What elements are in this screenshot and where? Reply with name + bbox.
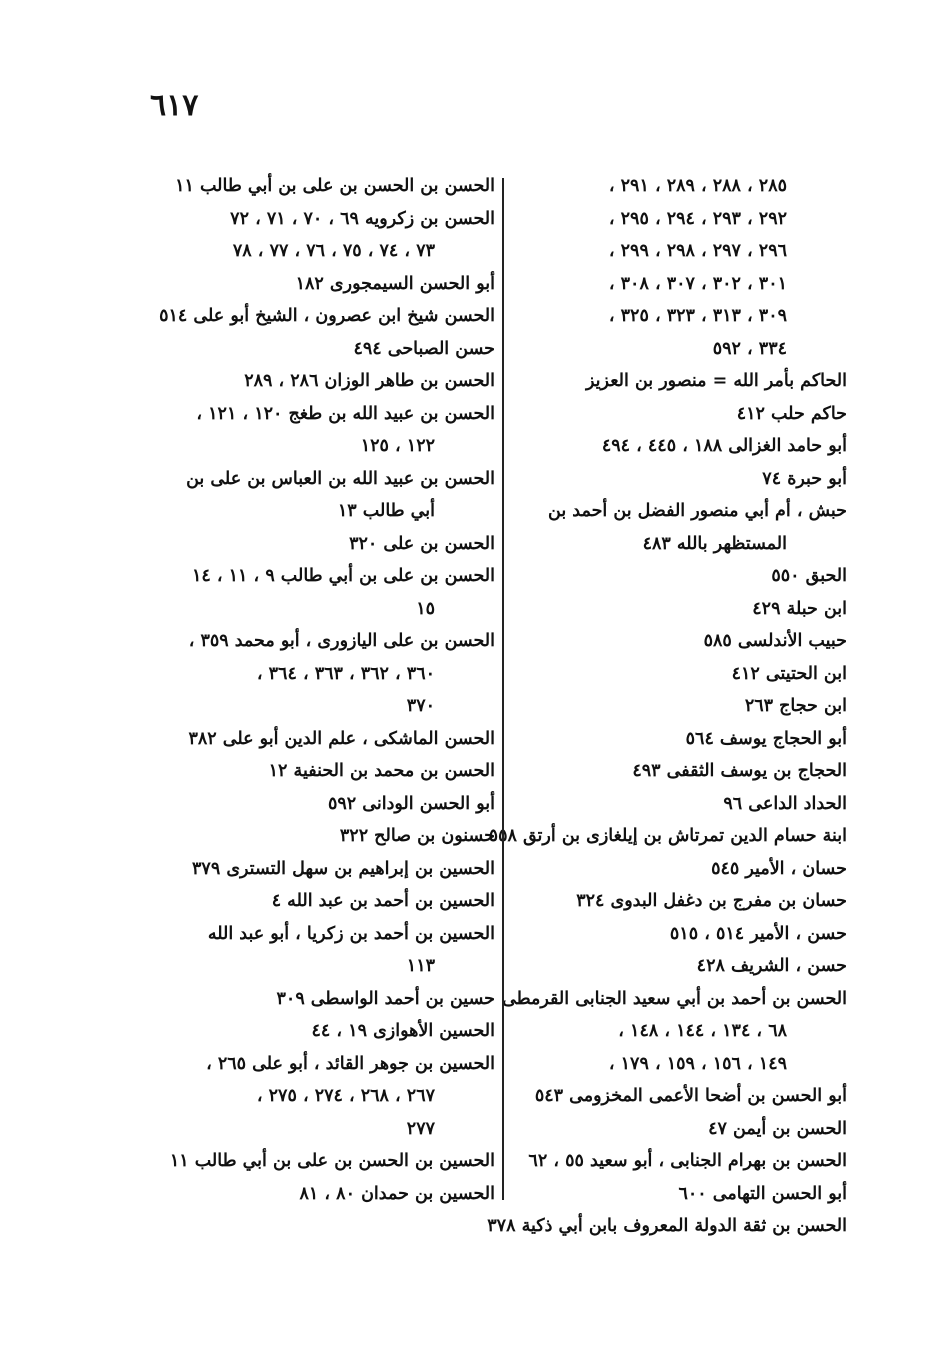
index-entry: حسن ، الأمير ٥١٤ ، ٥١٥: [669, 923, 847, 944]
index-entry: ١٤٩ ، ١٥٦ ، ١٥٩ ، ١٧٩ ،: [608, 1053, 787, 1074]
index-entry: حسنون بن صالح ٣٢٢: [339, 826, 495, 846]
index-entry: أبو الحسن الودانى ٥٩٢: [327, 793, 495, 814]
index-entry: ابن الحتيتى ٤١٢: [731, 663, 847, 684]
index-entry: أبي طالب ١٣: [337, 501, 435, 521]
index-entry: الحسن بن بهرام الجنابى ، أبو سعيد ٥٥ ، ٦٢: [528, 1151, 847, 1171]
index-entry: حاكم حلب ٤١٢: [736, 403, 847, 424]
index-entry: الحسين بن حمدان ٨٠ ، ٨١: [299, 1183, 495, 1204]
index-entry: حسن الصباحى ٤٩٤: [353, 338, 495, 359]
index-entry: الحجاج بن يوسف الثقفى ٤٩٣: [632, 761, 847, 781]
index-entry: الحسن بن الحسن بن على بن أبي طالب ١١: [175, 176, 495, 196]
index-entry: الحداد الداعى ٩٦: [723, 793, 847, 814]
index-column-left: [150, 170, 495, 1210]
index-entry: الحسن بن أحمد بن أبي سعيد الجنابى القرمطى: [502, 988, 847, 1009]
index-entry: الحاكم بأمر الله = منصور بن العزيز: [586, 371, 847, 391]
index-entry: الحسن بن على ٣٢٠: [349, 533, 495, 554]
index-entry: الحسن بن زكرويه ٦٩ ، ٧٠ ، ٧١ ، ٧٢: [230, 208, 495, 229]
index-entry: الحسن بن عبيد الله بن طغج ١٢٠ ، ١٢١ ،: [196, 403, 495, 424]
index-entry: الحسين الأهوازى ١٩ ، ٤٤: [311, 1021, 495, 1041]
index-entry: ٢٧٧: [406, 1118, 435, 1139]
index-entry: حسن ، الشريف ٤٢٨: [696, 956, 847, 976]
index-entry: ٢٩٢ ، ٢٩٣ ، ٢٩٤ ، ٢٩٥ ،: [608, 208, 787, 229]
index-entry: ٢٨٥ ، ٢٨٨ ، ٢٨٩ ، ٢٩١ ،: [608, 176, 787, 196]
index-entry: الحسين بن أحمد بن زكريا ، أبو عبد الله: [207, 923, 495, 944]
index-entry: حبش ، أم أبي منصور الفضل بن أحمد بن: [548, 501, 847, 521]
index-entry: حسين بن أحمد الواسطى ٣٠٩: [276, 988, 495, 1009]
index-entry: حسان بن مفرج بن دغفل البدوى ٣٢٤: [576, 891, 847, 911]
index-entry: ٣٧٠: [406, 696, 435, 716]
index-entry: الحسين بن الحسن بن على بن أبي طالب ١١: [169, 1151, 495, 1171]
index-entry: الحسن الماشكى ، علم الدين أبو على ٣٨٢: [188, 728, 495, 749]
index-entry: الحبق ٥٥٠: [771, 566, 847, 586]
index-entry: الحسن بن على اليازورى ، أبو محمد ٣٥٩ ،: [188, 631, 495, 651]
index-entry: ٣٦٠ ، ٣٦٢ ، ٣٦٣ ، ٣٦٤ ،: [256, 663, 435, 684]
index-entry: حسان ، الأمير ٥٤٥: [711, 858, 847, 879]
index-entry: ١٢٢ ، ١٢٥: [360, 436, 435, 456]
index-entry: أبو الحسن التهامى ٦٠٠: [678, 1183, 847, 1204]
index-entry: أبو الحسن بن أضحا الأعمى المخزومى ٥٤٣: [534, 1086, 847, 1106]
index-entry: ٦٨ ، ١٣٤ ، ١٤٤ ، ١٤٨ ،: [618, 1021, 787, 1041]
index-entry: الحسن بن أيمن ٤٧: [708, 1118, 847, 1139]
index-entry: الحسين بن جوهر القائد ، أبو على ٢٦٥ ،: [206, 1053, 495, 1074]
index-entry: ٣٠٩ ، ٣١٣ ، ٣٢٣ ، ٣٢٥ ،: [608, 306, 787, 326]
index-entry: حبيب الأندلسى ٥٨٥: [703, 631, 847, 651]
index-entry: أبو حبرة ٧٤: [762, 468, 847, 489]
index-entry: ٢٦٧ ، ٢٦٨ ، ٢٧٤ ، ٢٧٥ ،: [256, 1086, 435, 1106]
index-entry: أبو حامد الغزالى ١٨٨ ، ٤٤٥ ، ٤٩٤: [601, 436, 847, 456]
index-entry: أبو الحسن السيمجورى ١٨٢: [295, 273, 495, 294]
index-entry: الحسين بن إبراهيم بن سهل التسترى ٣٧٩: [192, 858, 495, 879]
index-column-right: [487, 170, 847, 1243]
index-entry: الحسن بن ثقة الدولة المعروف بابن أبي ذكية ٣٧٨: [487, 1216, 847, 1236]
index-entry: الحسن شيخ ابن عصرون ، الشيخ أبو على ٥١٤: [159, 306, 495, 326]
index-entry: ٣٣٤ ، ٥٩٢: [712, 338, 787, 359]
column-divider: [502, 178, 504, 1200]
index-entry: المستظهر بالله ٤٨٣: [642, 533, 787, 554]
index-entry: الحسن بن على بن أبي طالب ٩ ، ١١ ، ١٤: [192, 566, 495, 586]
index-entry: ابن حجاج ٢٦٣: [744, 696, 847, 716]
index-entry: ابن حبلة ٤٢٩: [752, 598, 847, 619]
index-entry: أبو الحجاج يوسف ٥٦٤: [685, 728, 847, 749]
index-entry: ١٥: [416, 598, 435, 619]
index-entry: ابنة حسام الدين تمرتاش بن إيلغازى بن أرتق ٥٥٨: [488, 826, 847, 846]
page-number: ٦١٧: [150, 88, 199, 123]
index-entry: ٣٠١ ، ٣٠٢ ، ٣٠٧ ، ٣٠٨ ،: [608, 273, 787, 294]
index-entry: الحسن بن طاهر الوزان ٢٨٦ ، ٢٨٩: [244, 371, 495, 391]
index-entry: الحسن بن عبيد الله بن العباس بن على بن: [186, 468, 495, 489]
index-entry: ٧٣ ، ٧٤ ، ٧٥ ، ٧٦ ، ٧٧ ، ٧٨: [232, 241, 435, 261]
index-entry: ٢٩٦ ، ٢٩٧ ، ٢٩٨ ، ٢٩٩ ،: [608, 241, 787, 261]
index-entry: الحسن بن محمد بن الحنفية ١٢: [268, 761, 495, 781]
index-entry: ١١٣: [406, 956, 435, 976]
index-entry: الحسين بن أحمد بن عبد الله ٤: [271, 891, 495, 911]
